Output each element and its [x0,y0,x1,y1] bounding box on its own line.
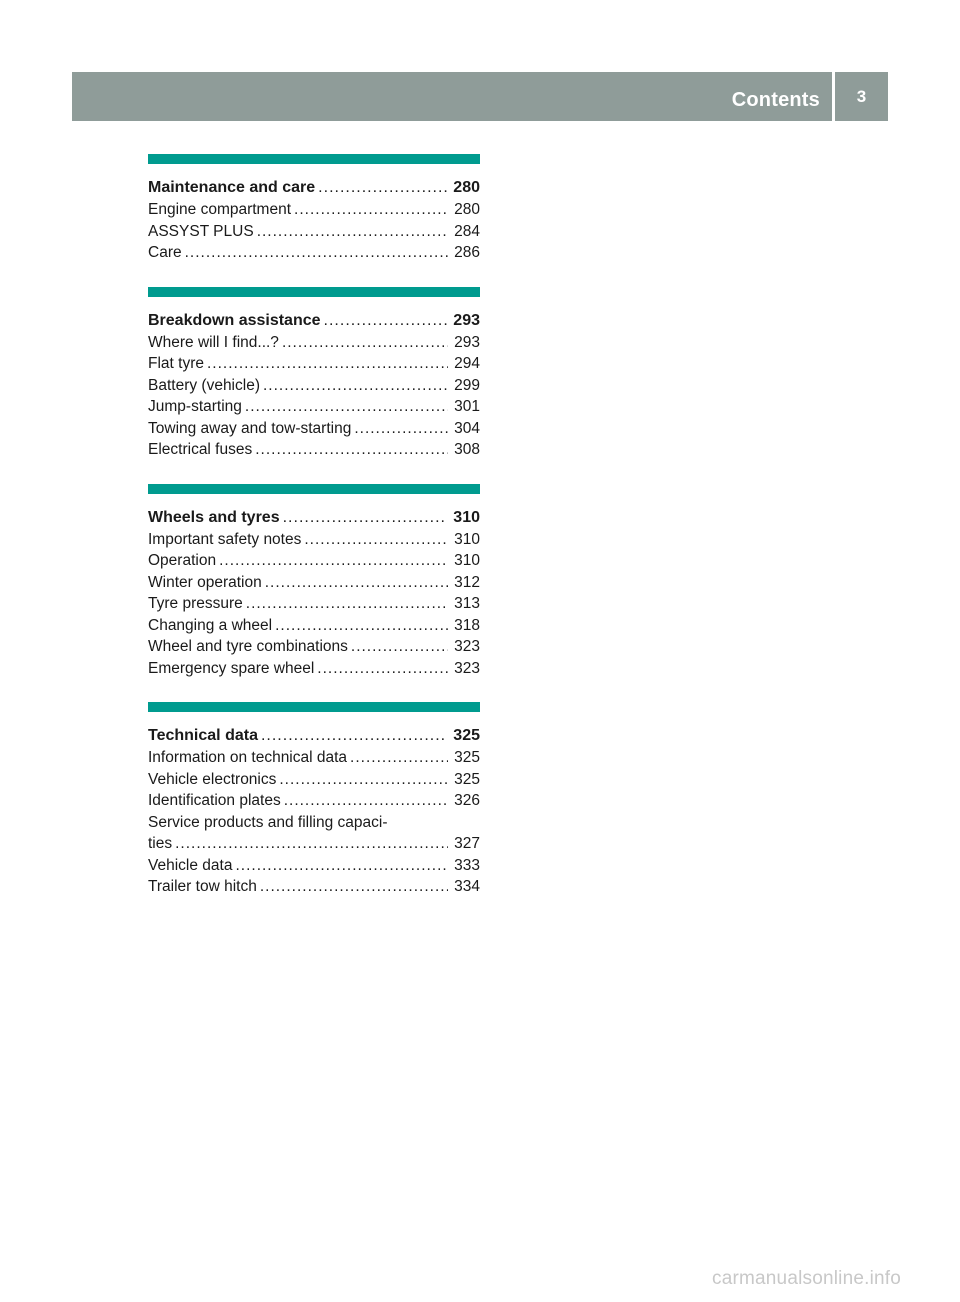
dot-leader [175,833,448,855]
toc-entry-label: Wheel and tyre combinations [148,638,348,655]
dot-leader [260,876,448,898]
toc-section-heading[interactable] [148,309,480,332]
toc-entry-label: Identification plates [148,792,281,809]
toc-entry-label: ASSYST PLUS [148,222,254,240]
toc-entry-label: Care [148,244,182,261]
dot-leader [317,658,448,680]
toc-entry-page: 293 [454,333,480,351]
toc-section [148,154,480,264]
dot-leader [246,593,448,615]
toc-entry-page: 293 [453,311,480,329]
toc-section-heading[interactable] [148,506,480,529]
dot-leader [324,309,448,332]
toc-entry[interactable] [148,790,480,812]
toc-entry-page: 325 [454,770,480,788]
toc-entry-label: Jump-starting [148,398,242,415]
dot-leader [257,221,448,243]
toc-section [148,702,480,898]
toc-entry-page: 323 [454,638,480,655]
toc-entry-label: Operation [148,552,217,569]
dot-leader [318,176,447,199]
toc-entry[interactable] [148,550,480,572]
toc-entry-label: ties [148,835,173,852]
toc-entry[interactable] [148,375,480,397]
toc-entry-page: 284 [454,222,480,240]
dot-leader [294,199,448,221]
dot-leader [354,418,448,440]
toc-entry-label: Tyre pressure [148,595,243,612]
toc-entry-page: 310 [454,552,480,569]
dot-leader [350,747,448,769]
toc-entry-label: Battery (vehicle) [148,376,260,394]
toc-entry-label: Wheels and tyres [148,508,280,526]
toc-entry-page: 280 [453,179,480,196]
section-divider-bar [148,484,480,494]
toc-entry-label: Engine compartment [148,201,292,218]
dot-leader [283,506,448,529]
toc-entry-label: Technical data [148,727,258,744]
toc-entry-page: 327 [454,835,480,852]
table-of-contents [148,154,480,921]
toc-entry-label: Towing away and tow-starting [148,419,352,437]
toc-entry-label: Changing a wheel [148,616,273,634]
section-divider-bar [148,287,480,297]
dot-leader [219,550,448,572]
toc-entry-label: Breakdown assistance [148,311,321,329]
toc-entry[interactable] [148,529,480,551]
dot-leader [275,615,448,637]
toc-entry[interactable] [148,332,480,354]
toc-entry-label: Where will I find...? [148,333,279,351]
toc-entry-page: 318 [454,616,480,634]
toc-entry[interactable] [148,396,480,418]
toc-entry[interactable] [148,593,480,615]
toc-entry[interactable] [148,636,480,658]
dot-leader [185,242,449,264]
toc-entry-page: 301 [454,398,480,415]
toc-entry[interactable] [148,855,480,877]
dot-leader [261,724,447,747]
toc-entry[interactable] [148,572,480,594]
toc-entry-label: Emergency spare wheel [148,659,315,677]
toc-entry-label: Maintenance and care [148,179,316,196]
toc-entry[interactable] [148,833,480,855]
toc-entry[interactable] [148,658,480,680]
toc-section-heading[interactable] [148,176,480,199]
toc-entry[interactable] [148,353,480,375]
toc-entry-page: 280 [454,201,480,218]
section-divider-bar [148,702,480,712]
toc-entry[interactable] [148,769,480,791]
toc-section [148,484,480,680]
toc-entry-page: 325 [454,749,480,766]
dot-leader [284,790,448,812]
toc-entry-page: 333 [454,856,480,874]
toc-entry-page: 294 [454,355,480,372]
dot-leader [265,572,448,594]
toc-entry-label: Vehicle data [148,856,233,874]
toc-entry-page: 299 [454,376,480,394]
toc-entry[interactable] [148,615,480,637]
toc-entry-label[interactable]: Service products and filling capaci- [148,813,388,831]
toc-entry-page: 312 [454,573,480,591]
dot-leader [263,375,448,397]
toc-entry[interactable] [148,418,480,440]
toc-entry-page: 308 [454,441,480,458]
toc-entry-page: 326 [454,792,480,809]
page-number: 3 [835,72,888,121]
toc-entry-label: Electrical fuses [148,441,253,458]
toc-entry-label: Trailer tow hitch [148,878,257,895]
toc-entry-label: Information on technical data [148,749,348,766]
page-title: Contents [731,89,820,111]
dot-leader [304,529,448,551]
toc-entry[interactable] [148,221,480,243]
dot-leader [351,636,448,658]
toc-entry-page: 286 [454,244,480,261]
toc-entry-page: 310 [454,530,480,548]
dot-leader [207,353,448,375]
toc-entry-label: Important safety notes [148,530,302,548]
section-divider-bar [148,154,480,164]
dot-leader [279,769,448,791]
watermark: carmanualsonline.info [712,1268,902,1289]
toc-entry-page: 334 [454,878,480,895]
toc-entry-label: Vehicle electronics [148,770,277,788]
dot-leader [282,332,448,354]
toc-entry-label: Winter operation [148,573,262,591]
header-bar [72,72,832,121]
toc-entry[interactable] [148,199,480,221]
toc-entry[interactable] [148,242,480,264]
dot-leader [255,439,448,461]
toc-entry-page: 325 [453,727,480,744]
dot-leader [235,855,448,877]
toc-entry-page: 304 [454,419,480,437]
toc-entry-page: 313 [454,595,480,612]
toc-entry-page: 323 [454,659,480,677]
toc-entry-page: 310 [453,508,480,526]
dot-leader [245,396,448,418]
toc-entry[interactable] [148,876,480,898]
toc-section [148,287,480,461]
toc-entry[interactable] [148,439,480,461]
toc-section-heading[interactable] [148,724,480,747]
toc-entry-label: Flat tyre [148,355,204,372]
toc-entry[interactable] [148,747,480,769]
